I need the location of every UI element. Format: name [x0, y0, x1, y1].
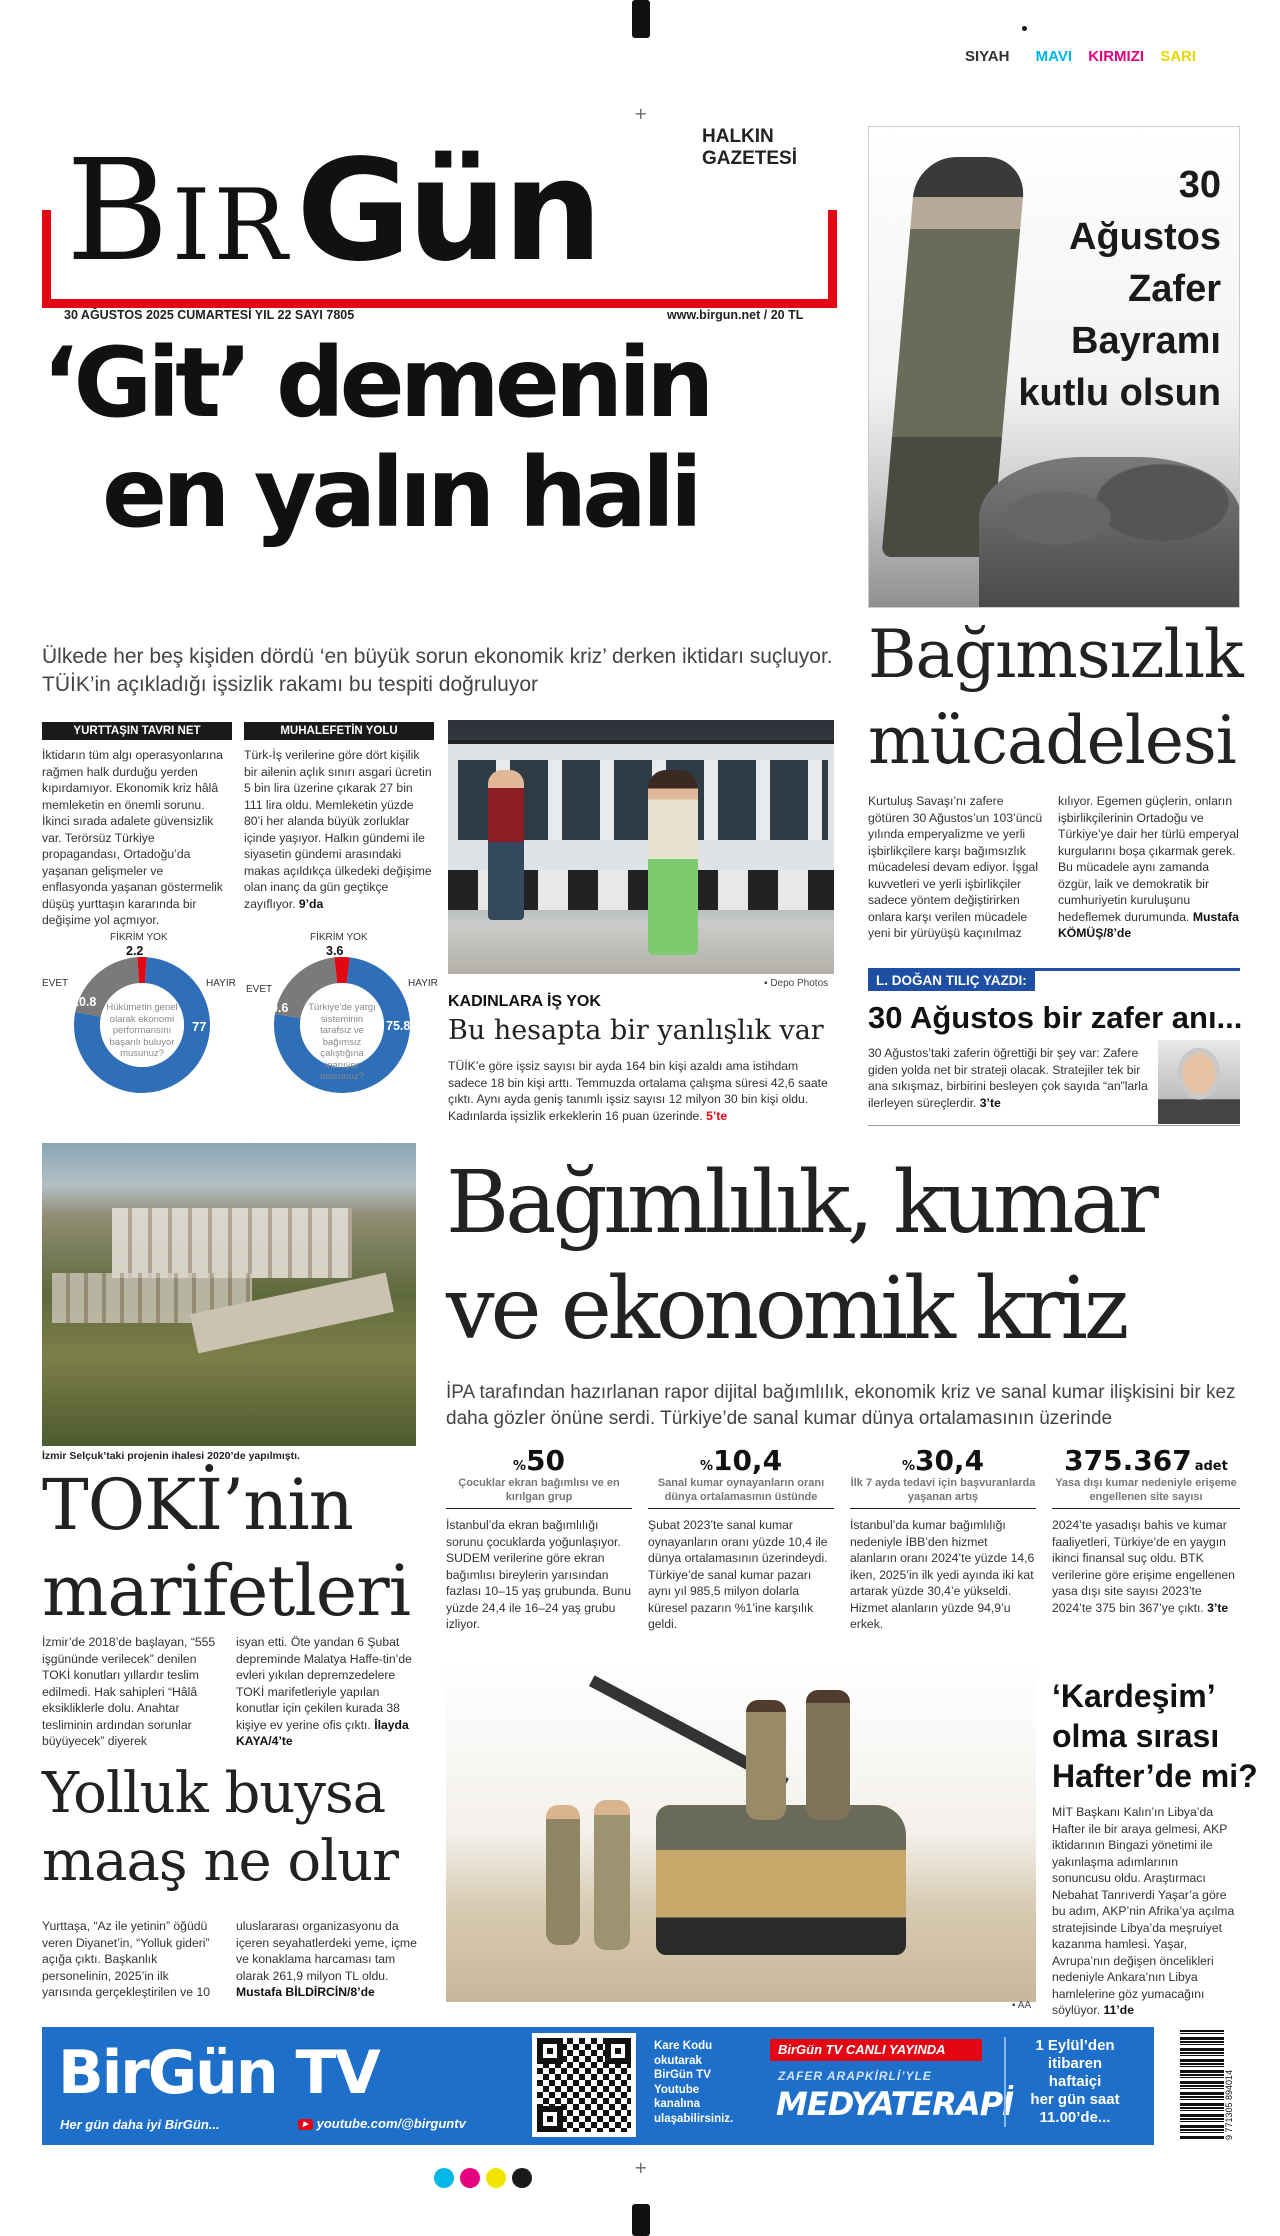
addiction-headline: [446, 1150, 1155, 1362]
stat-3-caption: İlk 7 ayda tedavi için başvuranlarda yaşanan artış: [850, 1477, 1036, 1509]
metro-credit: ▪ Depo Photos: [764, 978, 829, 989]
color-labels: [965, 48, 1196, 65]
qr-text-5: kanalına: [654, 2098, 701, 2110]
stat-3: [850, 1444, 1036, 1633]
swatch-cyan: [434, 2168, 454, 2188]
donut-2-yes-label: EVET: [246, 984, 273, 995]
color-swatches: [434, 2168, 544, 2188]
donut-2-none-value: 3.6: [326, 944, 344, 958]
ataturk-line2: Ağustos: [1069, 216, 1221, 258]
independence-title-line1: Bağımsızlık: [868, 616, 1243, 693]
lead-col2-label: MUHALEFETİN YOLU: [244, 722, 434, 740]
metro-text: [448, 1058, 834, 1124]
stat-1-number: 50: [526, 1444, 565, 1477]
stat-3-value: [850, 1444, 1036, 1477]
stat-2-caption: Sanal kumar oynayanların oranı dünya ortalamasının üstünde: [648, 1477, 834, 1509]
qr-code[interactable]: [532, 2033, 636, 2137]
barcode-bars: [1180, 2030, 1224, 2140]
metro-ref: 5’te: [706, 1108, 728, 1123]
color-label-cyan: MAVI: [1035, 48, 1073, 65]
registration-mark-top: [632, 0, 650, 38]
schedule-2: itibaren: [1047, 2055, 1103, 2072]
qr-finder-2: [605, 2038, 631, 2064]
metro-kicker: KADINLARA İŞ YOK: [448, 993, 601, 1010]
woman-figure: [648, 770, 698, 955]
independence-title: [868, 612, 1243, 784]
column-kicker: L. DOĞAN TILIÇ YAZDI:: [868, 970, 1035, 991]
independence-col2-body: kılıyor. Egemen güçlerin, onların işbirlikçilerinin Ortadoğu ve Türkiye’ye dair her türlü emperyal kurgularını boşa çıkarmak gerek. Bu mücadele aynı zamanda özgür, laik ve demokratik bir cumhuriyetin kuruluşunu hedeflemek durumunda.: [1058, 794, 1239, 924]
donut-2-no-value: 75.8: [386, 1019, 411, 1033]
stat-2-number: 10,4: [712, 1444, 783, 1477]
tv-tagline: Her gün daha iyi BirGün...: [60, 2117, 220, 2132]
toki-title-line2: marifetleri: [42, 1550, 411, 1632]
donut-1-question: Hükümetin genel olarak ekonomi performansını başarılı buluyor musunuz?: [106, 1002, 178, 1059]
libya-truck: [656, 1805, 906, 1955]
color-label-yellow: SARI: [1160, 48, 1197, 65]
swatch-black: [512, 2168, 532, 2188]
lead-headline-line2: en yalın hali: [102, 437, 698, 549]
toki-signature: İlayda KAYA/4’te: [236, 1717, 409, 1748]
lead-headline: [42, 328, 842, 548]
youtube-icon: ▶: [298, 2119, 313, 2130]
qr-pattern: [537, 2038, 631, 2132]
addiction-headline-line2: ve ekonomik kriz: [446, 1259, 1126, 1359]
schedule-4: her gün saat: [1030, 2091, 1120, 2108]
registration-mark-bottom: [632, 2204, 650, 2236]
stat-3-text: İstanbul’da kumar bağımlılığı nedeniyle İBB’den hizmet alanların oranı 2024’te yüzde 14,6 iken, 2025’in ilk yedi ayında iki kat artarak yüzde 30,4’e yükseldi. Hizmet alanların yüzde 94,9’u erkek.: [850, 1518, 1035, 1631]
donut-1-no-label: HAYIR: [206, 978, 236, 989]
lead-deck: Ülkede her beş kişiden dördü ‘en büyük sorun ekonomik kriz’ derken iktidarı suçluyor. TÜİK’in açıkladığı işsizlik rakamı bu tespiti doğruluyor: [42, 645, 833, 696]
ataturk-line5: kutlu olsun: [1018, 372, 1221, 414]
stat-1-value: [446, 1444, 632, 1477]
metro-body: TÜİK’e göre işsiz sayısı bir ayda 164 bin kişi azaldı ama istihdam sadece 18 bin kişi arttı. Temmuzda ortalama çalışma süresi 42,6 saate çıktı. Aynı ayda geniş tanımlı işsiz sayısı 12 milyon 30 bin kişi oldu. Kadınlarda işsizlik erkeklerin 16 puan üzerinde.: [448, 1059, 828, 1123]
yolluk-signature: Mustafa BİLDİRCİN/8’de: [236, 1985, 375, 1999]
lead-col2-text: [244, 747, 434, 912]
rocks: [979, 457, 1240, 608]
lead-headline-line1: ‘Git’ demenin: [42, 327, 710, 439]
metro-title: Bu hesapta bir yanlışlık var: [448, 1015, 824, 1046]
addiction-deck: İPA tarafından hazırlanan rapor dijital bağımlılık, ekonomik kriz ve sanal kumar ilişkisini bir kez daha gözler önüne serdi. Türkiye’de sanal kumar dünya ortalamasının üzerinde: [446, 1382, 1236, 1429]
column-body: 30 Ağustos’taki zaferin öğrettiği bir şey var: Zafere giden yolda net bir strateji olacak. Stratejiler tek bir ana sıkışmaz, birbirini besleyen çok sayıda “an”larla ilerleyen süreçlerdir.: [868, 1046, 1148, 1110]
stat-4-text: [1052, 1517, 1240, 1616]
stat-4-value: [1052, 1444, 1240, 1477]
independence-col2: [1058, 793, 1240, 942]
color-label-magenta: KIRMIZI: [1088, 48, 1145, 65]
swatch-magenta: [460, 2168, 480, 2188]
soldier-1: [546, 1805, 580, 1945]
toki-title: [42, 1462, 410, 1634]
schedule-3: haftaiçi: [1048, 2073, 1102, 2090]
logo: [66, 122, 599, 302]
libya-title-line2: olma sırası: [1052, 1718, 1220, 1754]
stat-2-prefix: %: [699, 1459, 713, 1474]
qr-text-2: okutarak: [654, 2054, 702, 2067]
stat-2: [648, 1444, 834, 1633]
ataturk-line1: 30: [1178, 164, 1221, 206]
column-ref: 3’te: [979, 1095, 1001, 1110]
metro-credit-text: Depo Photos: [770, 978, 829, 989]
schedule-5: 11.00’de...: [1039, 2109, 1111, 2126]
schedule: [1004, 2037, 1144, 2127]
libya-title-line1: ‘Kardeşim’: [1052, 1678, 1216, 1714]
masthead-subtitle: HALKIN GAZETESİ: [702, 126, 798, 169]
stat-4-caption: Yasa dışı kumar nedeniyle erişeme engellenen site sayısı: [1052, 1477, 1240, 1509]
yolluk-title-line2: maaş ne olur: [42, 1829, 398, 1894]
stat-1: [446, 1444, 632, 1633]
stat-4-ref: 3’te: [1207, 1600, 1229, 1615]
addiction-headline-line1: Bağımlılık, kumar: [446, 1153, 1155, 1253]
donut-2-no-label: HAYIR: [408, 978, 438, 989]
toki-col2-body: isyan etti. Öte yandan 6 Şubat depreminde Malatya Haffe-tin’de evleri yıkılan depremzedelere TOKİ marifetleriyle yapılan konutlar için çekilen kurada 38 kişiye ev yerine ofis çıktı.: [236, 1635, 412, 1732]
toki-buildings: [112, 1208, 352, 1278]
lead-col1-label: YURTTAŞIN TAVRI NET: [42, 722, 232, 740]
donut-1-yes-label: EVET: [42, 978, 69, 989]
barcode: [1180, 2030, 1240, 2142]
lead-col2-ref: 9’da: [298, 896, 324, 911]
tv-banner: [42, 2027, 1154, 2145]
donut-chart-1: [42, 928, 242, 1098]
lead-col1-text: İktidarın tüm algı operasyonlarına rağmen halk durduğu yerden kıpırdamıyor. Ekonomik kriz hâlâ memleketin en önemli sorunu. İkinci sırada adalete güvensizlik var. Terörsüz Türkiye propagandası, Ortadoğu’da yaşanan gelişmeler ve enflasyonda yaşanan göstermelik düşüş yurttaşın kararında bir değişime yol açmıyor.: [42, 748, 223, 927]
logo-bir: Bir: [66, 130, 291, 293]
tv-logo: BirGün TV: [58, 2038, 379, 2108]
donut-1-yes-value: 20.8: [72, 995, 97, 1009]
ataturk-message: [1018, 159, 1221, 419]
libya-photo: [446, 1660, 1036, 2002]
tv-youtube-link[interactable]: [298, 2116, 466, 2131]
show-host: ZAFER ARAPKİRLİ’YLE: [778, 2069, 932, 2083]
swatch-yellow: [486, 2168, 506, 2188]
toki-col1: İzmir’de 2018’de başlayan, “555 işgününde verilecek” denilen TOKİ konutları yıllardır teslim edilmedi. Hak sahipleri “Hâlâ eksikliklerle dolu. Anahtar tesliminin ardından sorunlar büyüyecek” diyerek: [42, 1635, 216, 1748]
stat-4-number: 375.367: [1064, 1444, 1192, 1477]
crop-mark-plus-bottom: +: [634, 2158, 648, 2177]
ataturk-line3: Zafer: [1128, 268, 1221, 310]
yolluk-title-line1: Yolluk buysa: [42, 1761, 386, 1826]
qr-instructions: [654, 2039, 733, 2126]
yolluk-col2: [236, 1918, 426, 2001]
stat-3-prefix: %: [901, 1459, 915, 1474]
column-title: 30 Ağustos bir zafer anı...: [868, 1000, 1243, 1035]
stats-row: [446, 1444, 1240, 1644]
yolluk-title: [42, 1760, 398, 1896]
tv-youtube-text: youtube.com/@birguntv: [316, 2116, 466, 2131]
man-figure: [488, 770, 524, 920]
libya-body: MİT Başkanı Kalın’ın Libya’da Hafter ile bir araya gelmesi, AKP iktidarının Bingazi yönetimi ile yakınlaşma adımlarının sonuncusu oldu. Araştırmacı Nebahat Tanrıverdi Yaşar’a göre bu adım, AKP’nin Afrika’ya açılma stratejisinde Libya’da meşruiyet kazanma hamlesi. Yaşar, Avrupa’nın değişen öncelikleri nedeniyle Ankara’nın Libya hamlelerine göz yumacağını söylüyor.: [1052, 1805, 1235, 2017]
qr-text-4: Youtube: [654, 2083, 700, 2096]
yolluk-col1: Yurttaşa, “Az ile yetinin” öğüdü veren Diyanet’in, “Yolluk gideri” açığa çıktı. Başkanlık personelinin, 2025’in ilk yarısında gerçekleştirilen ve 10: [42, 1919, 211, 1999]
stat-1-prefix: %: [513, 1459, 527, 1474]
live-label: BirGün TV CANLI YAYINDA: [778, 2042, 946, 2057]
stat-1-text: İstanbul’da ekran bağımlılığı sorunu çocuklarda yoğunlaşıyor. SUDEM verilerine göre ekran bağımlısı bireylerin yarısından fazlası 10–15 yaş grubunda. Bunu yüzde 24,4 ile 16–24 yaş grubu izliyor.: [446, 1518, 631, 1631]
donut-1-none-label: FİKRİM YOK: [110, 932, 168, 943]
libya-title-line3: Hafter’de mi?: [1052, 1758, 1258, 1794]
independence-signature: Mustafa KÖMÜŞ/8’de: [1058, 909, 1239, 940]
stat-2-text: Şubat 2023’te sanal kumar oynayanların oranı yüzde 10,4 ile dünya ortalamasının üzerindeydi. Türkiye’de sanal kumar pazarı aynı yıl 985,5 milyon dolarla küresel pazarın %1’ine karşılık geldi.: [648, 1518, 828, 1631]
color-label-black: SIYAH: [965, 48, 1010, 65]
logo-gun: Gün: [296, 130, 599, 293]
donut-2-question: Türkiye’de yargı sisteminin tarafsız ve bağımsız çalıştığına inanıyor musunuz?: [308, 1002, 376, 1082]
stat-4-suffix: adet: [1194, 1459, 1228, 1474]
column-text: [868, 1045, 1150, 1111]
toki-caption: İzmir Selçuk’taki projenin ihalesi 2020’de yapılmıştı.: [42, 1450, 300, 1462]
donut-1-no-value: 77: [192, 1019, 207, 1034]
toki-title-line1: TOKİ’nin: [42, 1464, 353, 1546]
barcode-number: 9 771305 894014: [1224, 2069, 1234, 2140]
ataturk-photo: [868, 126, 1240, 608]
libya-title: [1052, 1676, 1258, 1796]
date-line: 30 AĞUSTOS 2025 CUMARTESİ YIL 22 SAYI 7805: [64, 308, 355, 322]
independence-col1: Kurtuluş Savaşı’nı zafere götüren 30 Ağustos’un 103’üncü yılında emperyalizme ve yerli işbirlikçilere karşı bağımsızlık mücadelesi devam ediyor. İşgal kuvvetleri ve yerli işbirlikçiler sadece yöntem değiştirirken onlara karşı verilen mücadele yeni bir yürüyüşü kaçınılmaz: [868, 794, 1043, 940]
metro-photo: [448, 720, 834, 974]
qr-finder-3: [537, 2106, 563, 2132]
schedule-1: 1 Eylül’den: [1035, 2037, 1115, 2054]
stat-4-body: 2024’te yasadışı bahis ve kumar faaliyetleri, Türkiye’de en yaygın ikinci finansal suç oldu. BTK verilerine göre erişime engellenen yasa dışı site sayısı 2023’te 2024’te 375 bin 367’ye çıktı.: [1052, 1518, 1235, 1615]
stat-4: [1052, 1444, 1240, 1616]
donut-2-yes-value: 20.6: [264, 1001, 289, 1015]
toki-col2: [236, 1634, 416, 1750]
show-name: MEDYATERAPİ: [776, 2085, 1014, 2123]
qr-text-6: ulaşabilirsiniz.: [654, 2112, 734, 2125]
ataturk-line4: Bayramı: [1071, 320, 1221, 362]
libya-text: [1052, 1804, 1240, 2019]
soldier-3: [746, 1700, 786, 1820]
independence-title-line2: mücadelesi: [868, 702, 1236, 779]
site-price: www.birgun.net / 20 TL: [667, 308, 804, 322]
masthead: [42, 120, 842, 325]
toki-photo: [42, 1143, 416, 1446]
donut-chart-2: [242, 928, 442, 1098]
stat-3-number: 30,4: [914, 1444, 985, 1477]
soldier-2: [594, 1800, 630, 1950]
donut-1-none-value: 2.2: [126, 944, 144, 958]
yolluk-col2-body: uluslararası organizasyonu da içeren seyahatlerdeki yeme, içme ve konaklama harcaması tam olarak 261,9 milyon TL oldu.: [236, 1919, 417, 1983]
columnist-photo: [1158, 1040, 1240, 1124]
qr-text-3: BirGün TV: [654, 2069, 711, 2081]
soldier-4: [806, 1690, 850, 1820]
qr-text-1: Kare Kodu: [654, 2040, 713, 2052]
registration-dot: [1022, 26, 1027, 31]
libya-credit-text: AA: [1017, 2000, 1032, 2011]
stat-2-value: [648, 1444, 834, 1477]
libya-ref: 11’de: [1103, 2003, 1134, 2017]
stat-1-caption: Çocuklar ekran bağımlısı ve en kırılgan grup: [446, 1477, 632, 1509]
lead-col2-body: Türk-İş verilerine göre dört kişilik bir ailenin açlık sınırı asgari ücretin 5 bin lira üzerine çıkarak 27 bin 111 lira oldu. Memleketin yüzde 80’i her alanda büyük zorluklar içinde yaşıyor. Halkın gündemi ile siyasetin gündemi arasındaki makas açıldıkça ülkedeki değişime olan inanç da gün geçtikçe zayıflıyor.: [244, 748, 432, 911]
crop-mark-plus: +: [634, 104, 648, 123]
libya-credit: ▪ AA: [1012, 2000, 1032, 2011]
donut-2-none-label: FİKRİM YOK: [310, 932, 368, 943]
qr-finder-1: [537, 2038, 563, 2064]
